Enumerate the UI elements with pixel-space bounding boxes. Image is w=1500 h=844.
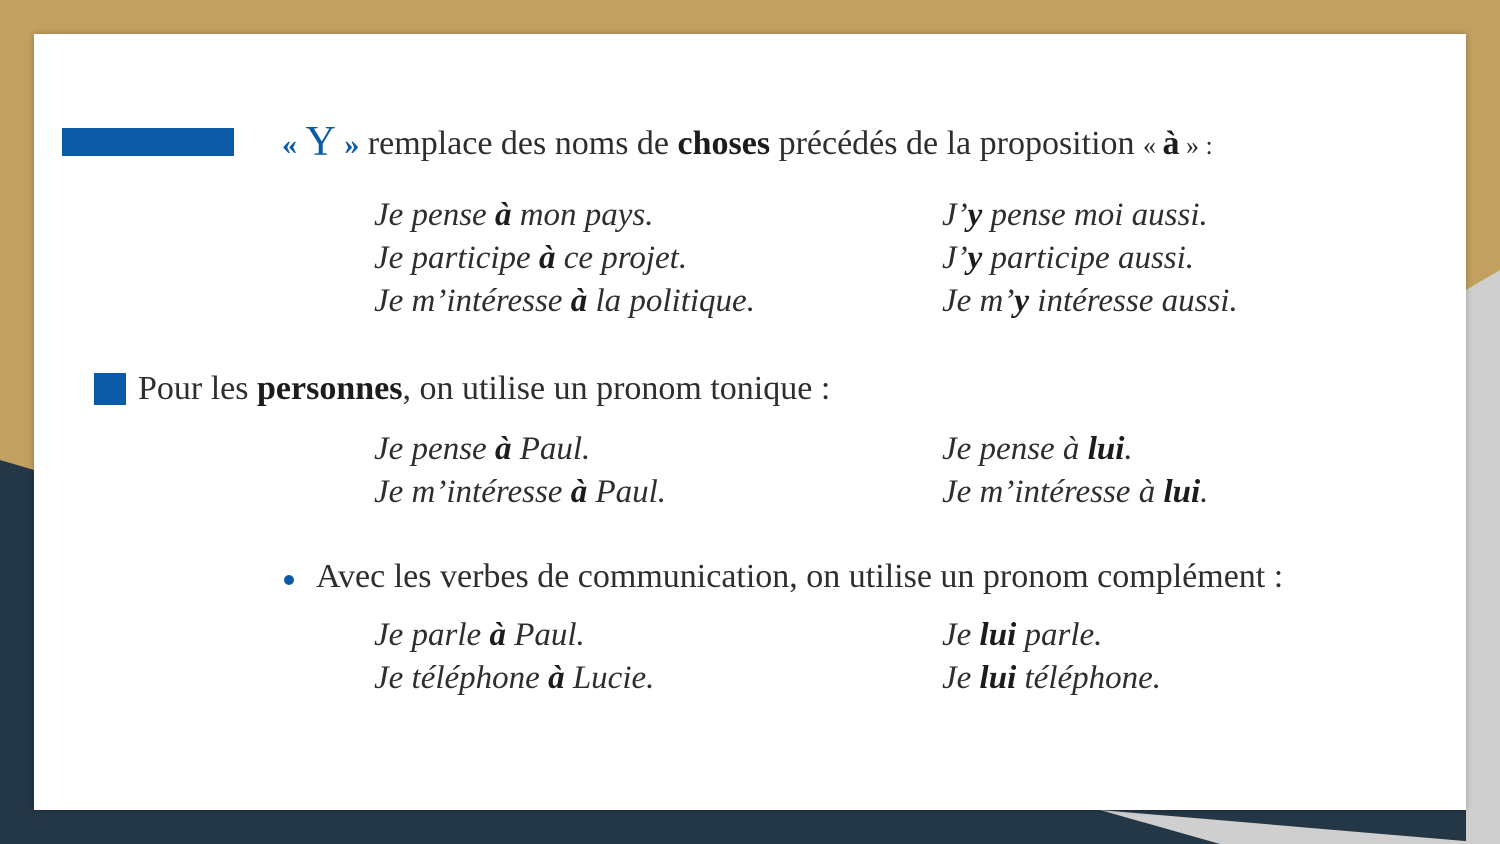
example-line: Je parle à Paul.: [374, 617, 585, 653]
example-line: Je téléphone à Lucie.: [374, 660, 655, 696]
section3-examples-right: [942, 614, 1161, 700]
section2-heading: Pour les personnes, on utilise un pronom tonique :: [138, 370, 831, 407]
section1-examples-left: [374, 194, 755, 323]
bullet-icon: [284, 575, 294, 585]
section-marker-square: [94, 373, 126, 405]
quoted-open: «: [1143, 131, 1163, 160]
dark-corner-shape: [0, 460, 34, 844]
gray-right-shape: [1466, 270, 1500, 844]
example-line: Je pense à mon pays.: [374, 197, 654, 233]
heading-text-2: précédés de la proposition: [770, 125, 1144, 162]
example-line: Je m’y intéresse aussi.: [942, 283, 1238, 319]
example-line: Je m’intéresse à Paul.: [374, 474, 667, 510]
example-line: Je lui parle.: [942, 617, 1103, 653]
example-line: Je participe à ce projet.: [374, 240, 688, 276]
content-card: [34, 34, 1466, 810]
y-pronoun-letter: Y: [305, 119, 336, 165]
heading-text-1: remplace des noms de: [359, 125, 678, 162]
example-line: Je m’intéresse à la politique.: [374, 283, 755, 319]
section2-examples-left: [374, 428, 666, 514]
example-line: Je pense à Paul.: [374, 431, 591, 467]
example-line: J’y pense moi aussi.: [942, 197, 1208, 233]
open-guillemet: «: [282, 128, 297, 161]
close-guillemet: »: [344, 128, 360, 161]
heading-bold-choses: choses: [677, 125, 771, 162]
section3-bullet-text: Avec les verbes de communication, on utilise un pronom complément :: [316, 558, 1284, 595]
example-line: Je lui téléphone.: [942, 660, 1162, 696]
example-line: Je m’intéresse à lui.: [942, 474, 1209, 510]
quoted-a: à: [1162, 125, 1180, 162]
quoted-close: » :: [1179, 131, 1213, 160]
example-line: Je pense à lui.: [942, 431, 1133, 467]
example-line: J’y participe aussi.: [942, 240, 1195, 276]
section3-examples-left: [374, 614, 654, 700]
section2-examples-right: [942, 428, 1208, 514]
heading-bold-personnes: personnes: [257, 370, 403, 407]
section1-examples-right: [942, 194, 1238, 323]
section1-heading: [282, 118, 1213, 166]
section-marker-bar: [62, 128, 234, 156]
